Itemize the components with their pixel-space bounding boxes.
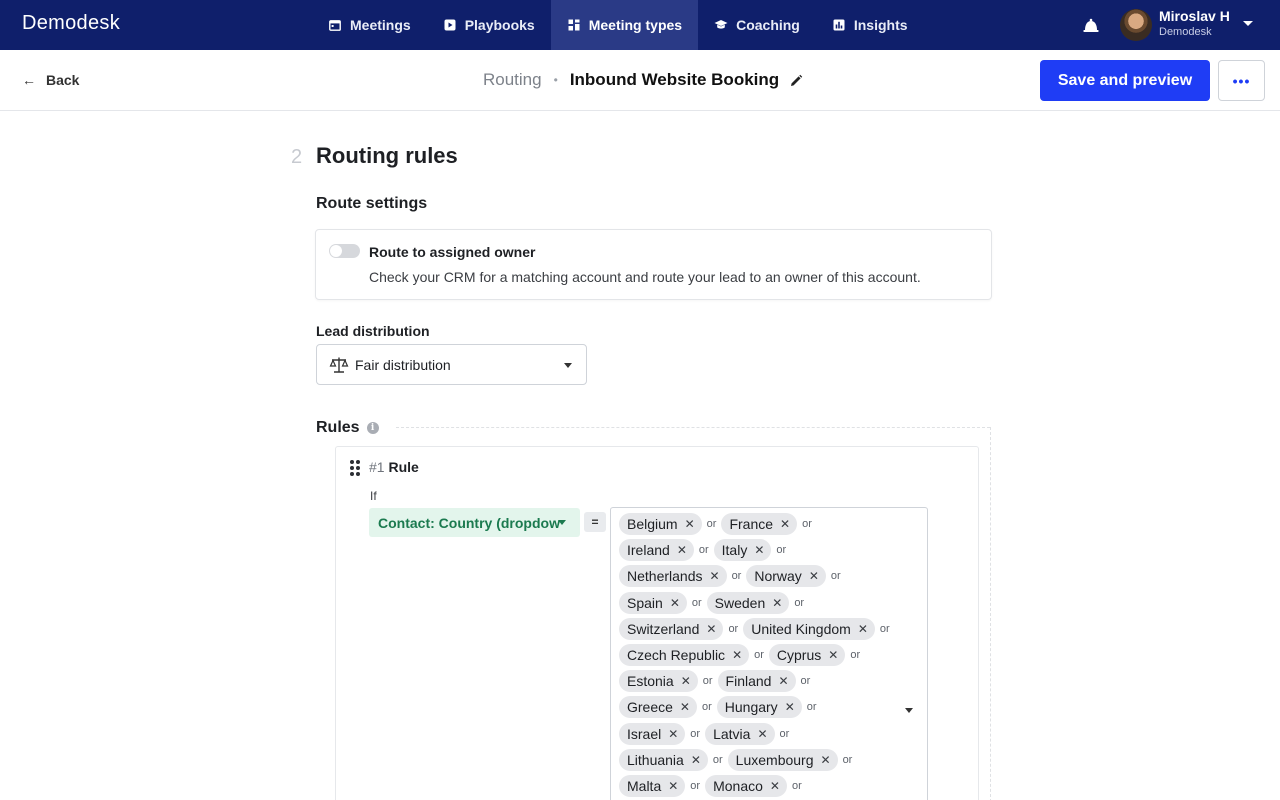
value-chip-label: Cyprus (776, 647, 822, 663)
value-chip[interactable] (619, 670, 698, 692)
value-chip-label: Luxembourg (735, 751, 814, 768)
tab-playbooks[interactable] (427, 0, 551, 50)
or-separator: or (806, 701, 817, 714)
user-menu[interactable] (1159, 9, 1230, 38)
drag-handle-icon[interactable] (350, 460, 360, 476)
rule-number: #1 (369, 459, 385, 475)
or-separator: or (802, 518, 812, 530)
or-separator: or (791, 780, 802, 792)
top-navigation (0, 0, 1280, 50)
value-chip-label: Lithuania (627, 751, 684, 768)
user-name: Miroslav H (1159, 8, 1230, 24)
remove-icon[interactable]: ✕ (828, 648, 839, 662)
value-chip[interactable] (619, 513, 702, 535)
page-header (0, 50, 1280, 111)
chart-icon (832, 18, 846, 32)
value-chip[interactable] (705, 723, 774, 745)
route-settings-title: Route settings (316, 195, 428, 212)
value-chip-label: Greece (627, 699, 673, 716)
value-chip-label: United Kingdom (751, 620, 851, 637)
breadcrumb-parent[interactable]: Routing (483, 70, 542, 89)
value-chip[interactable] (619, 592, 687, 614)
values-row (619, 775, 807, 797)
or-separator: or (850, 649, 861, 661)
or-separator: or (690, 780, 701, 792)
value-chip-label: Israel (627, 725, 662, 742)
breadcrumb-separator: • (553, 73, 558, 87)
values-row (619, 644, 865, 666)
value-chip[interactable] (619, 618, 723, 640)
breadcrumb (483, 70, 803, 90)
chevron-down-icon[interactable] (1243, 21, 1253, 26)
value-chip[interactable] (717, 696, 802, 718)
value-chip-label: Latvia (713, 725, 751, 742)
or-separator: or (779, 727, 790, 740)
or-separator: or (691, 596, 702, 609)
value-chip-label: Italy (721, 542, 748, 559)
or-separator: or (830, 570, 841, 583)
calendar-icon (328, 18, 342, 32)
remove-icon[interactable]: ✕ (769, 779, 780, 793)
value-chip[interactable] (619, 644, 749, 666)
value-chip[interactable] (721, 513, 797, 535)
rule-label: Rule (388, 459, 419, 475)
or-separator: or (842, 753, 853, 766)
remove-icon[interactable]: ✕ (757, 726, 768, 741)
tab-label: Insights (853, 17, 908, 33)
value-chip[interactable] (619, 539, 694, 561)
or-separator: or (702, 675, 713, 688)
value-chip[interactable] (743, 618, 875, 640)
remove-icon[interactable]: ✕ (732, 648, 743, 662)
remove-icon[interactable]: ✕ (668, 779, 679, 793)
graduation-cap-icon (714, 18, 728, 32)
value-chip-label: Sweden (714, 594, 766, 611)
chevron-down-icon[interactable] (905, 708, 913, 713)
remove-icon[interactable]: ✕ (780, 517, 791, 531)
remove-icon[interactable]: ✕ (784, 700, 795, 715)
nav-tabs (312, 0, 924, 50)
values-row (619, 592, 809, 614)
remove-icon[interactable]: ✕ (684, 517, 695, 531)
remove-icon[interactable]: ✕ (820, 752, 831, 767)
remove-icon[interactable]: ✕ (679, 700, 690, 715)
or-separator: or (731, 570, 742, 583)
or-separator: or (776, 544, 787, 557)
or-separator: or (706, 518, 717, 530)
value-chip-label: Norway (754, 568, 802, 585)
remove-icon[interactable]: ✕ (706, 621, 717, 636)
rule-title (369, 459, 419, 475)
rule-card (335, 446, 979, 800)
more-options-button[interactable]: ••• (1218, 60, 1265, 101)
lead-distribution-select[interactable] (316, 344, 587, 385)
app-logo[interactable]: Demodesk (22, 12, 120, 34)
value-chip-label: Switzerland (627, 620, 700, 637)
or-separator: or (690, 727, 701, 740)
condition-values-select[interactable] (610, 507, 928, 800)
grid-icon (567, 18, 581, 32)
remove-icon[interactable]: ✕ (669, 595, 680, 610)
values-row (619, 696, 822, 718)
value-chip[interactable] (746, 565, 826, 587)
or-separator: or (800, 675, 811, 688)
value-chip[interactable] (619, 749, 708, 771)
play-icon (443, 18, 457, 32)
value-chip-label: Finland (725, 673, 772, 690)
lead-distribution-label: Lead distribution (316, 323, 430, 339)
route-owner-description: Check your CRM for a matching account and route your lead to an owner of this account. (369, 269, 921, 285)
or-separator: or (712, 753, 723, 766)
chevron-down-icon (564, 363, 572, 368)
condition-field-value: Contact: Country (dropdow (378, 514, 560, 531)
route-owner-card (315, 229, 992, 300)
bell-icon[interactable] (1082, 16, 1100, 34)
value-chip-label: Monaco (713, 778, 763, 794)
tab-label: Coaching (736, 17, 800, 33)
route-owner-toggle[interactable] (329, 244, 360, 258)
condition-field-select[interactable] (369, 508, 580, 537)
operator-select[interactable]: = (584, 512, 606, 532)
tab-label: Meeting types (588, 17, 683, 33)
save-and-preview-button[interactable]: Save and preview (1040, 60, 1210, 101)
back-button[interactable] (22, 72, 79, 88)
lead-distribution-value: Fair distribution (355, 356, 451, 373)
value-chip-label: Netherlands (627, 568, 703, 585)
values-row (619, 513, 817, 535)
value-chip-label: Estonia (627, 673, 674, 690)
tab-insights[interactable] (816, 0, 924, 50)
tab-meetings[interactable] (312, 0, 427, 50)
value-chip[interactable] (728, 749, 838, 771)
or-separator: or (879, 622, 890, 635)
value-chip[interactable] (707, 592, 790, 614)
rules-divider (396, 427, 990, 428)
remove-icon[interactable]: ✕ (808, 569, 819, 584)
rules-title: Rules (316, 419, 360, 436)
chevron-down-icon (558, 520, 566, 525)
or-separator: or (701, 701, 712, 714)
remove-icon[interactable]: ✕ (754, 543, 765, 558)
scale-icon (329, 356, 349, 374)
value-chip[interactable] (619, 696, 697, 718)
if-label: If (370, 489, 377, 503)
tab-coaching[interactable] (698, 0, 816, 50)
value-chip[interactable] (705, 775, 787, 797)
or-separator: or (698, 544, 709, 557)
arrow-left-icon: ← (22, 72, 36, 88)
page-title: Inbound Website Booking (569, 70, 780, 89)
tab-label: Meetings (350, 17, 411, 33)
value-chip[interactable] (619, 775, 685, 797)
user-org: Demodesk (1159, 26, 1212, 38)
remove-icon[interactable]: ✕ (778, 674, 789, 689)
value-chip[interactable] (769, 644, 845, 666)
values-row (619, 723, 794, 745)
remove-icon[interactable]: ✕ (680, 674, 691, 689)
values-row (619, 670, 815, 692)
value-chip-label: France (729, 516, 774, 532)
value-chip-label: Czech Republic (627, 647, 726, 663)
values-row (619, 749, 857, 771)
or-separator: or (794, 596, 805, 609)
values-row (619, 565, 846, 587)
or-separator: or (754, 649, 764, 661)
value-chip-label: Spain (627, 594, 663, 611)
value-chip-label: Malta (627, 778, 662, 794)
info-icon[interactable]: i (367, 422, 379, 434)
value-chip[interactable] (619, 565, 727, 587)
value-chip[interactable] (718, 670, 796, 692)
avatar[interactable] (1120, 9, 1152, 41)
values-row (619, 618, 895, 640)
value-chip[interactable] (714, 539, 772, 561)
route-owner-title: Route to assigned owner (369, 244, 536, 260)
value-chip-label: Hungary (724, 699, 778, 716)
step-number: 2 (291, 146, 303, 168)
section-title: Routing rules (316, 143, 458, 168)
tab-label: Playbooks (464, 17, 535, 33)
remove-icon[interactable]: ✕ (709, 569, 720, 584)
value-chip-label: Belgium (627, 516, 678, 532)
remove-icon[interactable]: ✕ (690, 752, 701, 767)
pencil-icon[interactable] (789, 73, 803, 87)
value-chip-label: Ireland (627, 542, 670, 559)
value-chip[interactable] (619, 723, 685, 745)
values-row (619, 539, 791, 561)
remove-icon[interactable]: ✕ (676, 543, 687, 558)
tab-meeting-types[interactable] (551, 0, 698, 50)
or-separator: or (728, 622, 739, 635)
remove-icon[interactable]: ✕ (668, 726, 679, 741)
remove-icon[interactable]: ✕ (857, 621, 868, 636)
remove-icon[interactable]: ✕ (772, 595, 783, 610)
back-label: Back (46, 72, 80, 88)
rules-heading (316, 419, 379, 437)
